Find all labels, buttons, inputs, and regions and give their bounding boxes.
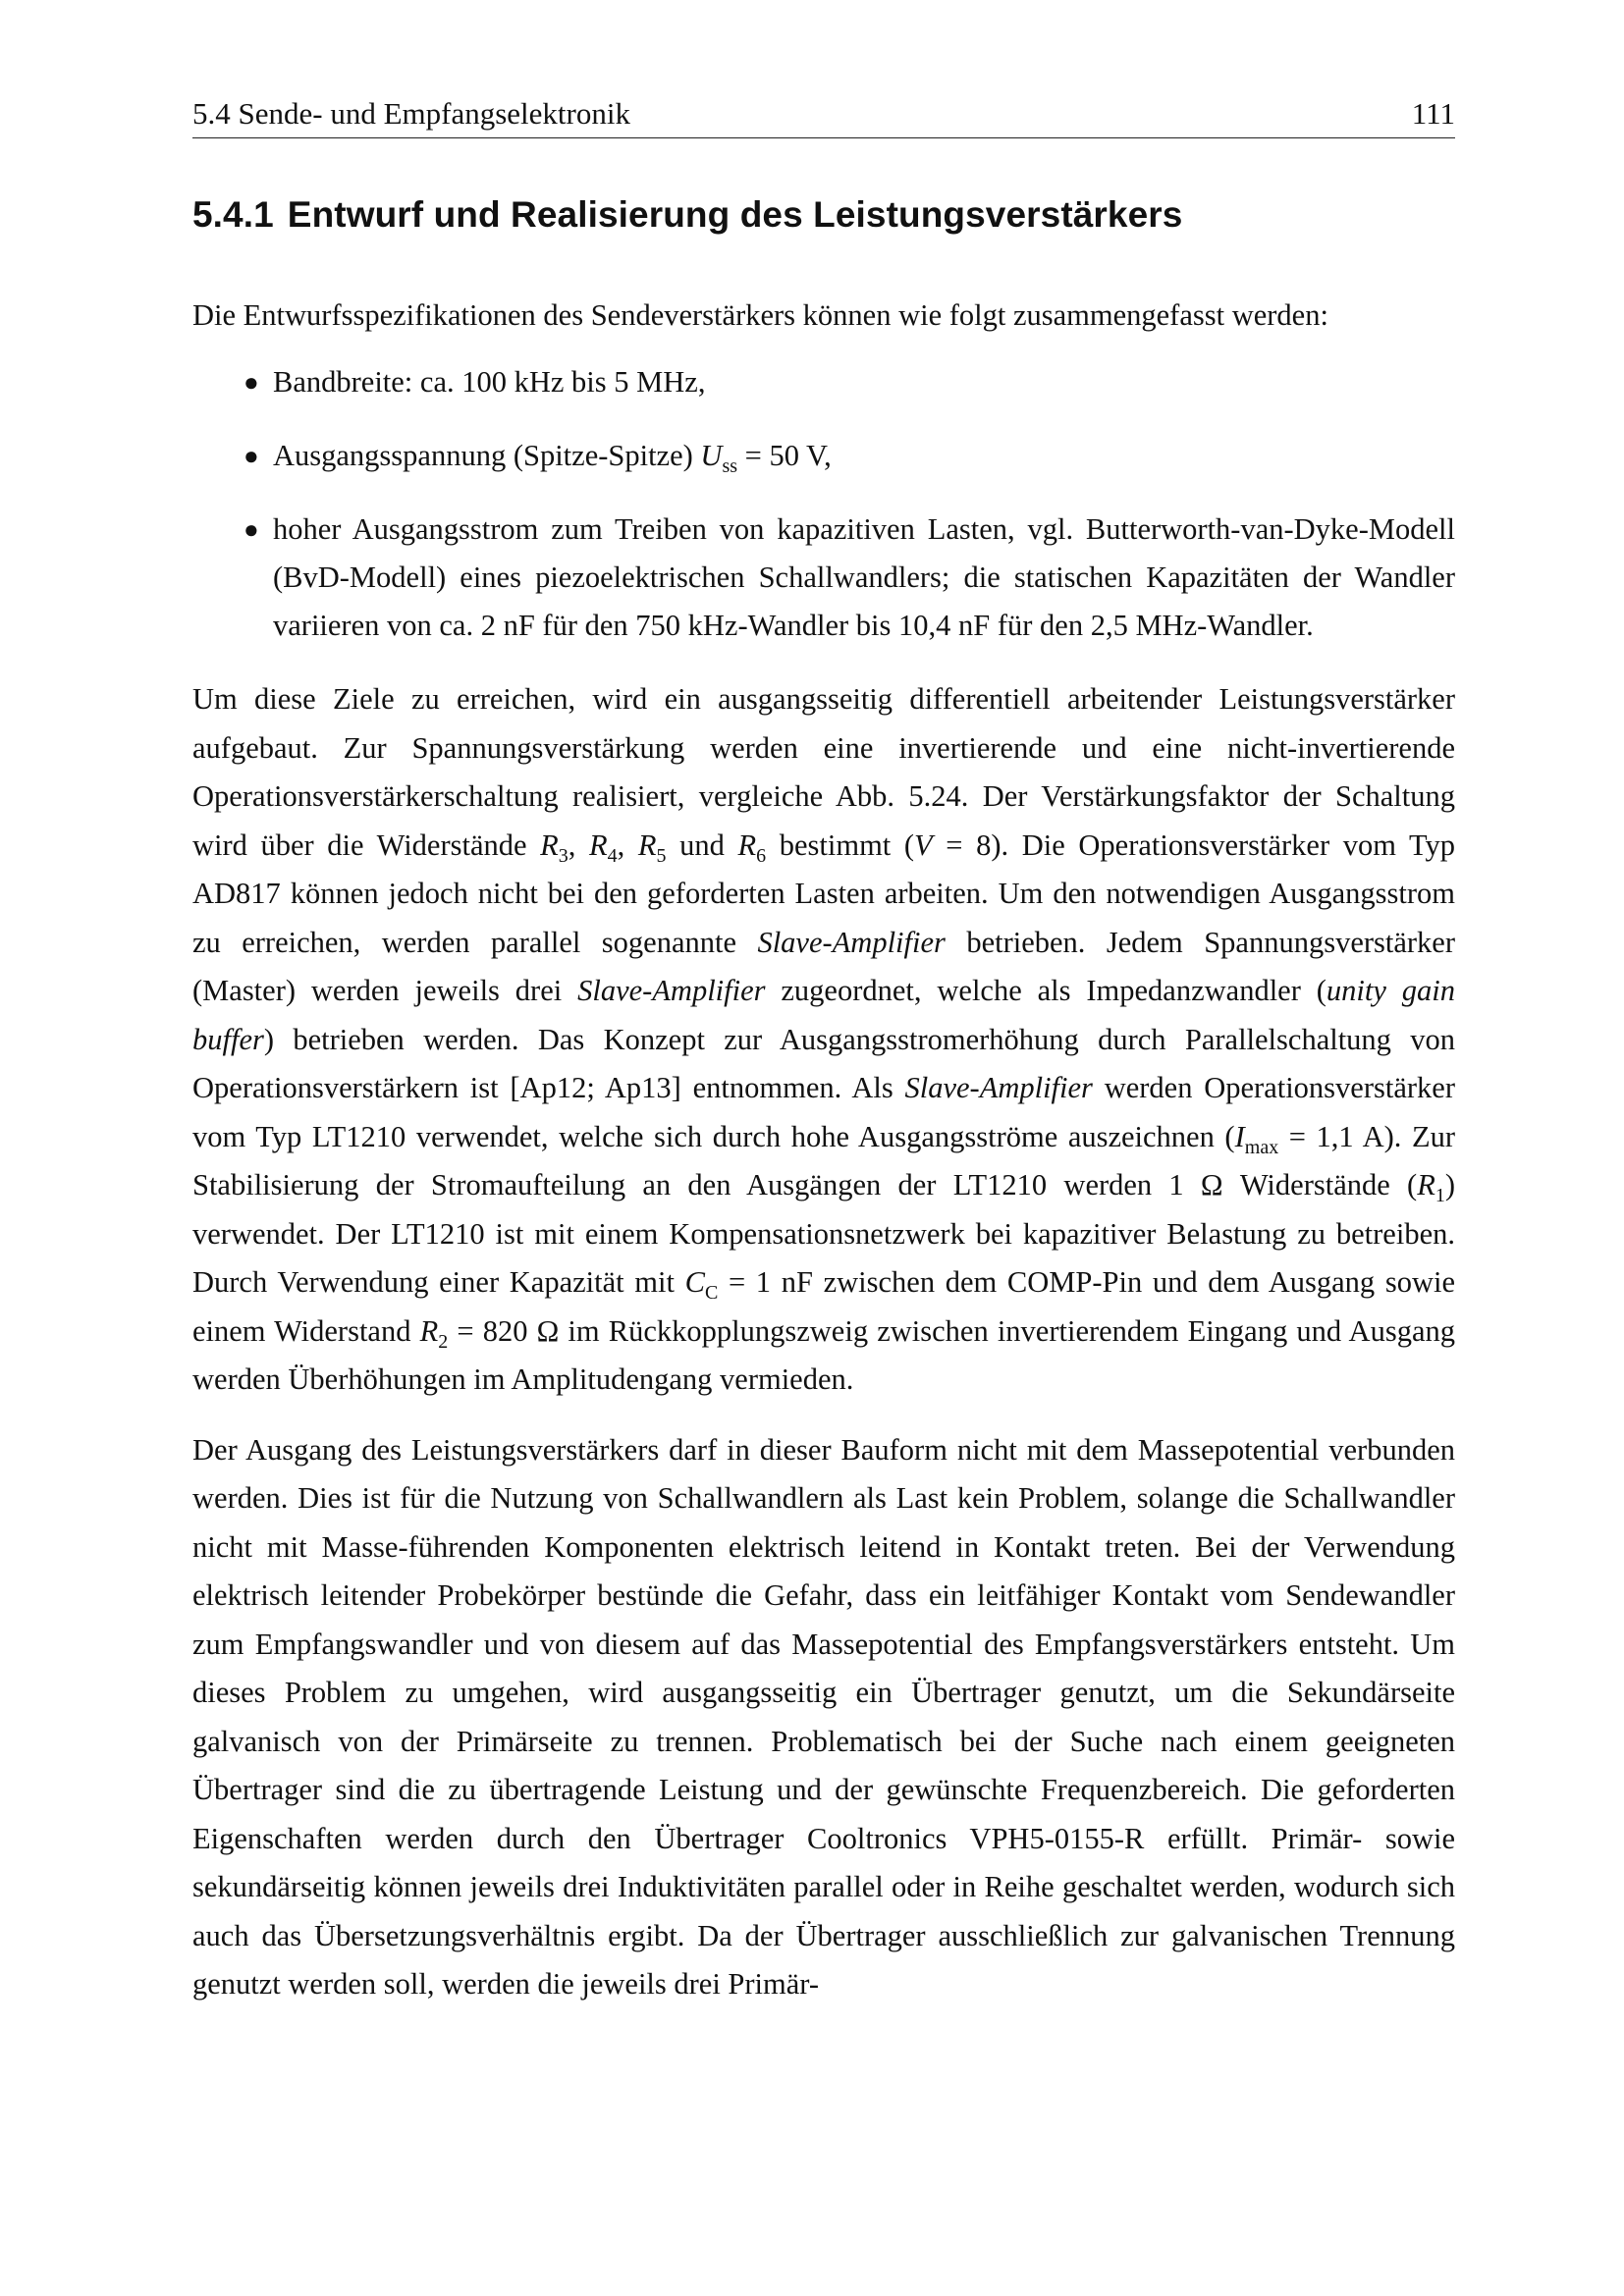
- math-subscript: 4: [607, 844, 618, 867]
- text-run: ,: [568, 828, 590, 862]
- text-run: = 820 Ω im Rückkopplungszweig zwischen invertierendem Eingang und Ausgang werden Überhöhungen im Amplitudengang vermieden.: [192, 1313, 1455, 1396]
- header-page-number: 111: [1411, 96, 1455, 131]
- math-symbol: I: [1234, 1119, 1245, 1153]
- text-run: = 1 nF zwischen dem COMP-Pin und dem Ausgang sowie einem Widerstand: [192, 1265, 1455, 1348]
- section-title-text: Entwurf und Realisierung des Leistungsverstärkers: [287, 194, 1183, 235]
- text-run: = 8). Die Operationsverstärker vom Typ AD817 können jedoch nicht bei den geforderten Lasten arbeiten. Um den notwendigen Ausgangsstrom zu erreichen, werden parallel sogenannte: [192, 828, 1456, 959]
- spec-item: [192, 432, 1455, 480]
- math-subscript: 3: [558, 844, 568, 867]
- text-run: zugeordnet, welche als Impedanzwandler (: [765, 974, 1326, 1007]
- running-header: [192, 94, 1455, 138]
- math-symbol: R: [419, 1313, 439, 1348]
- bullet-icon: ●: [244, 442, 259, 470]
- spec-item-text: Bandbreite: ca. 100 kHz bis 5 MHz,: [273, 365, 706, 399]
- header-section-title: 5.4 Sende- und Empfangselektronik: [192, 96, 630, 131]
- text-run: und: [666, 828, 738, 862]
- math-subscript: 6: [756, 844, 767, 867]
- math-symbol: R: [540, 828, 559, 862]
- body-paragraph-amplifier: [192, 675, 1455, 1405]
- text-run: ) betrieben werden. Das Konzept zur Ausgangsstromerhöhung durch Parallelschaltung von Operationsverstärkern ist [Ap12; Ap13] entnommen. Als: [192, 1022, 1455, 1104]
- document-page: [192, 94, 1455, 2009]
- math-symbol: R: [637, 828, 657, 862]
- math-subscript: max: [1244, 1136, 1279, 1158]
- section-number: 5.4.1: [192, 194, 274, 235]
- text-run: ,: [617, 828, 638, 862]
- math-symbol: R: [589, 828, 608, 862]
- spec-item: [192, 358, 1455, 406]
- emphasis-term: unity gain buffer: [192, 974, 1455, 1056]
- math-subscript: 1: [1435, 1185, 1445, 1207]
- emphasis-term: Slave-Amplifier: [577, 974, 766, 1007]
- math-subscript: ss: [722, 455, 738, 478]
- text-run: betrieben. Jedem Spannungsverstärker (Master) werden jeweils drei: [192, 925, 1455, 1007]
- spec-item: [192, 506, 1455, 650]
- intro-paragraph: Die Entwurfsspezifikationen des Sendeverstärkers können wie folgt zusammengefasst werden:: [192, 298, 1328, 332]
- bullet-icon: ●: [244, 368, 259, 397]
- math-subscript: 5: [656, 844, 667, 867]
- math-symbol: R: [1417, 1168, 1435, 1201]
- body-paragraph-transformer: Der Ausgang des Leistungsverstärkers darf in dieser Bauform nicht mit dem Massepotential verbunden werden. Dies ist für die Nutzung von Schallwandlern als Last kein Problem, solange die Schallwandler nicht mit Masse-führenden Komponenten elektrisch leitend in Kontakt treten. Bei der Verwendung elektrisch leitender Probekörper bestünde die Gefahr, dass ein leitfähiger Kontakt vom Sendewandler zum Empfangswandler und von diesem auf das Massepotential des Empfangsverstärkers entsteht. Um dieses Problem zu umgehen, wird ausgangsseitig ein Übertrager genutzt, um die Sekundärseite galvanisch von der Primärseite zu trennen. Problematisch bei der Suche nach einem geeigneten Übertrager sind die zu übertragende Leistung und der gewünschte Frequenzbereich. Die geforderten Eigenschaften werden durch den Übertrager Cooltronics VPH5-0155-R erfüllt. Primär- sowie sekundärseitig können jeweils drei Induktivitäten parallel oder in Reihe geschaltet werden, wodurch sich auch das Übersetzungsverhältnis ergibt. Da der Übertrager ausschließlich zur galvanischen Trennung genutzt werden soll, werden die jeweils drei Primär-: [192, 1432, 1455, 2001]
- math-symbol: C: [684, 1265, 705, 1299]
- emphasis-term: Slave-Amplifier: [757, 925, 946, 959]
- math-subscript: 2: [438, 1330, 449, 1353]
- spec-item-text: hoher Ausgangsstrom zum Treiben von kapazitiven Lasten, vgl. Butterworth-van-Dyke-Modell (BvD-Modell) eines piezoelektrischen Schallwandlers; die statischen Kapazitäten der Wandler variieren von ca. 2 nF für den 750 kHz-Wandler bis 10,4 nF für den 2,5 MHz-Wandler.: [273, 512, 1455, 642]
- text-run: Um diese Ziele zu erreichen, wird ein ausgangsseitig differentiell arbeitender Leistungsverstärker aufgebaut. Zur Spannungsverstärkung werden eine invertierende und eine nicht-invertierende Operationsverstärkerschaltung realisiert, vergleiche Abb. 5.24. Der Verstärkungsfaktor der Schaltung wird über die Widerstände: [192, 682, 1455, 862]
- spec-item-text: Ausgangsspannung (Spitze-Spitze): [273, 439, 701, 472]
- bullet-icon: ●: [244, 515, 259, 544]
- math-symbol: V: [914, 828, 933, 862]
- text-run: ) verwendet. Der LT1210 ist mit einem Kompensationsnetzwerk bei kapazitiver Belastung zu betreiben. Durch Verwendung einer Kapazität mit: [192, 1168, 1455, 1299]
- text-run: = 1,1 A). Zur Stabilisierung der Stromaufteilung an den Ausgängen der LT1210 werden 1 Ω Widerstände (: [192, 1119, 1455, 1201]
- spec-list: [192, 358, 1455, 650]
- text-run: werden Operationsverstärker vom Typ LT1210 verwendet, welche sich durch hohe Ausgangsströme auszeichnen (: [192, 1071, 1455, 1153]
- math-subscript: C: [704, 1282, 719, 1305]
- math-symbol: U: [700, 439, 723, 472]
- section-heading: [192, 193, 1455, 237]
- text-run: bestimmt (: [766, 828, 915, 862]
- emphasis-term: Slave-Amplifier: [904, 1071, 1093, 1104]
- math-symbol: R: [737, 828, 757, 862]
- spec-item-text: = 50 V,: [737, 439, 832, 472]
